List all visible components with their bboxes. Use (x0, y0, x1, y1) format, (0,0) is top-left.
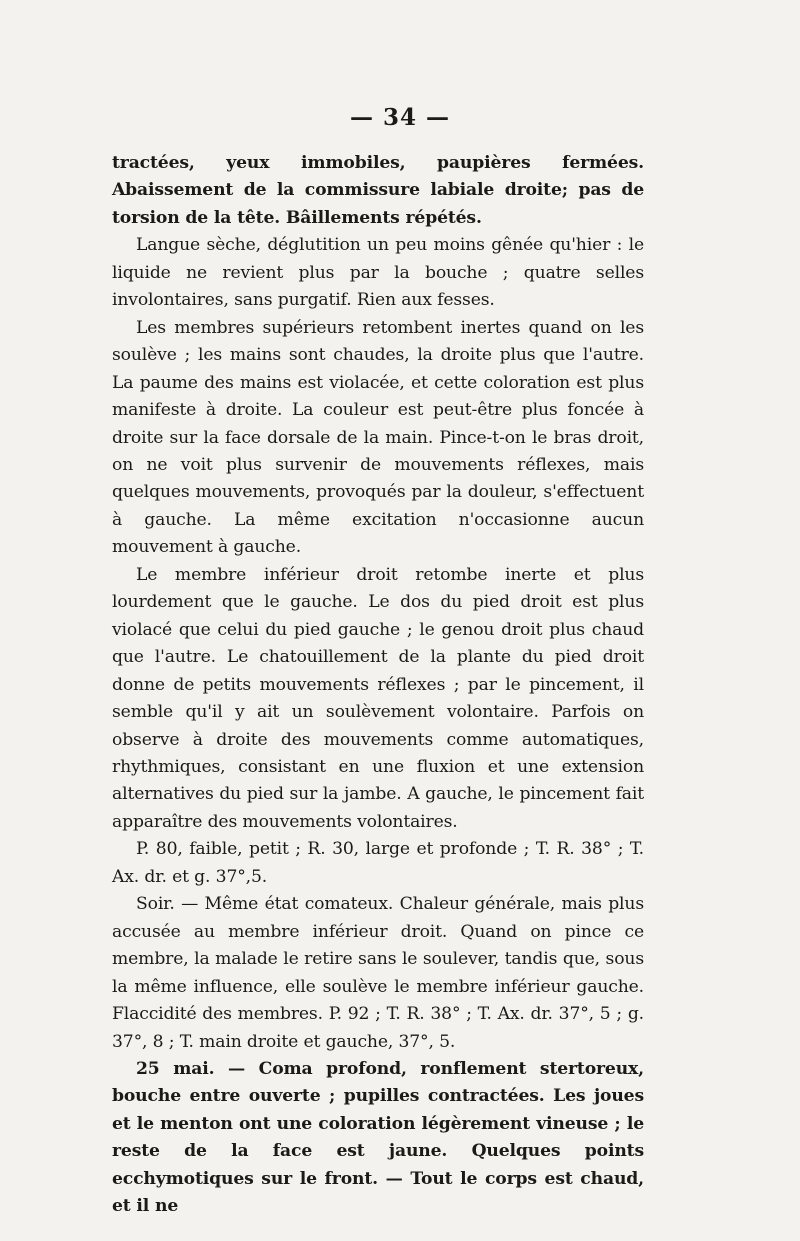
paragraph-6: Soir. — Même état comateux. Chaleur générale, mais plus accusée au membre inférieur droit. Quand on pince ce membre, la malade le retire sans le soulever, tandis que, sous la même influence, elle soulève le membre inférieur gauche. Flaccidité des membres. P. 92 ; T. R. 38° ; T. Ax. dr. 37°, 5 ; g. 37°, 8 ; T. main droite et gauche, 37°, 5. (112, 894, 644, 1052)
paragraph-5: P. 80, faible, petit ; R. 30, large et profonde ; T. R. 38° ; T. Ax. dr. et g. 37°,5. (112, 839, 644, 887)
paragraph-3: Les membres supérieurs retombent inertes quand on les soulève ; les mains sont chaudes, la droite plus que l'autre. La paume des mains est violacée, et cette coloration est plus manifeste à droite. La couleur est peut-être plus foncée à droite sur la face dorsale de la main. Pince-t-on le bras droit, on ne voit plus survenir de mouvements réflexes, mais quelques mouvements, provoqués par la douleur, s'effectuent à gauche. La même excitation n'occasionne aucun mouvement à gauche. (112, 317, 644, 558)
paragraph-1: tractées, yeux immobiles, paupières fermées. Abaissement de la commissure labiale droite; pas de torsion de la tête. Bâillements répétés. (112, 153, 644, 228)
paragraph-2: Langue sèche, déglutition un peu moins gênée qu'hier : le liquide ne revient plus par la bouche ; quatre selles involontaires, sans purgatif. Rien aux fesses. (112, 235, 644, 311)
paragraph-4: Le membre inférieur droit retombe inerte et plus lourdement que le gauche. Le dos du pied droit est plus violacé que celui du pied gauche ; le genou droit plus chaud que l'autre. Le chatouillement de la plante du pied droit donne de petits mouvements réflexes ; par le pincement, il semble qu'il y ait un soulèvement volontaire. Parfois on observe à droite des mouvements comme automatiques, rhythmiques, consistant en une fluxion et une extension alternatives du pied sur la jambe. A gauche, le pincement fait apparaître des mouvements volontaires. (112, 564, 644, 832)
page-number: — 34 — (349, 104, 451, 131)
body-text (112, 150, 644, 1221)
paragraph-7: 25 mai. — Coma profond, ronflement stertoreux, bouche entre ouverte ; pupilles contractées. Les joues et le menton ont une coloration légèrement vineuse ; le reste de la face est jaune. Quelques points ecchymotiques sur le front. — Tout le corps est chaud, et il ne (112, 1058, 644, 1217)
